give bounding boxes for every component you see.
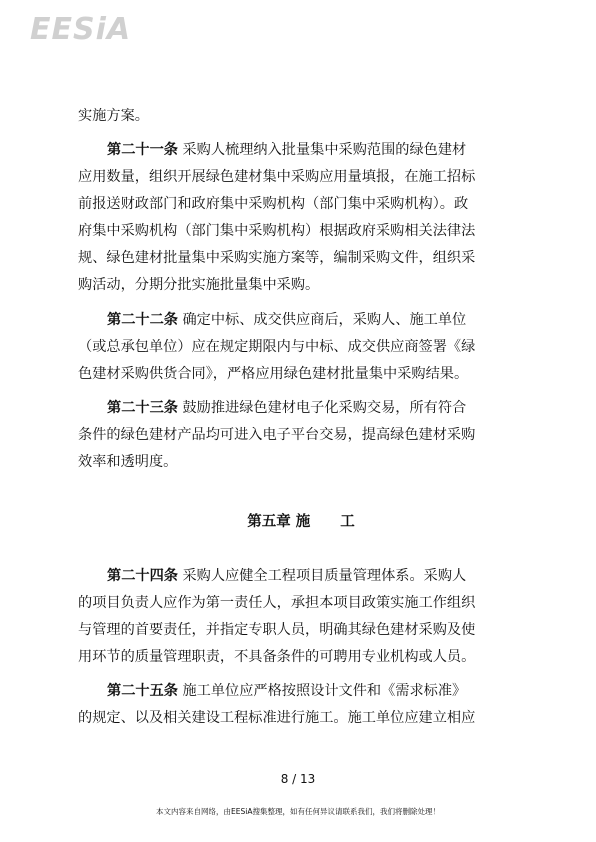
- article-25-line: [107, 681, 466, 701]
- paragraph-text: 鼓励推进绿色建材电子化采购交易，所有符合: [177, 400, 467, 416]
- page-number: 8 / 13: [280, 772, 316, 786]
- footer-disclaimer: 本文内容来自网络，由EESiA搜集整理，如有任何异议请联系我们，我们将删除处理！: [156, 807, 440, 816]
- paragraph-line: 条件的绿色建材产品均可进入电子平台交易，提高绿色建材采购: [78, 427, 476, 443]
- paragraph-line: （或总承包单位）应在规定期限内与中标、成交供应商签署《绿: [78, 339, 476, 355]
- paragraph-line: 用环节的质量管理职责，不具备条件的可聘用专业机构或人员。: [78, 649, 476, 665]
- paragraph-line: 的规定、以及相关建设工程标准进行施工。施工单位应建立相应: [78, 710, 476, 726]
- paragraph-line: 的项目负责人应作为第一责任人，承担本项目政策实施工作组织: [78, 595, 476, 611]
- paragraph-text: 确定中标、成交供应商后，采购人、施工单位: [177, 312, 467, 328]
- paragraph-line: 规、绿色建材批量集中采购实施方案等，编制采购文件，组织采: [78, 250, 476, 266]
- article-21-heading: 第二十一条: [107, 142, 178, 158]
- paragraph-text: 施工单位应严格按照设计文件和《需求标准》: [177, 683, 467, 699]
- article-24-heading: 第二十四条: [107, 568, 178, 584]
- paragraph-line: 实施方案。: [78, 108, 149, 124]
- article-25-heading: 第二十五条: [107, 683, 178, 699]
- article-22-line: [107, 310, 466, 330]
- paragraph-text: 采购人梳理纳入批量集中采购范围的绿色建材: [177, 142, 467, 158]
- paragraph-line: 与管理的首要责任，并指定专职人员，明确其绿色建材采购及使: [78, 622, 476, 638]
- paragraph-line: 前报送财政部门和政府集中采购机构（部门集中采购机构）。政: [78, 196, 469, 212]
- paragraph-line: 效率和透明度。: [78, 454, 178, 470]
- paragraph-line: 应用数量，组织开展绿色建材集中采购应用量填报，在施工招标: [78, 169, 476, 185]
- paragraph-line: 色建材采购供货合同》，严格应用绿色建材批量集中采购结果。: [78, 366, 469, 382]
- article-23-heading: 第二十三条: [107, 400, 178, 416]
- paragraph-line: 购活动，分期分批实施批量集中采购。: [78, 277, 320, 293]
- chapter-title-part: 第五章 施: [247, 514, 311, 530]
- chapter-heading: [78, 512, 524, 532]
- paragraph-line: 府集中采购机构（部门集中采购机构）根据政府采购相关法律法: [78, 223, 476, 239]
- article-21-line: [107, 140, 466, 160]
- eesia-logo: EESiA: [30, 12, 132, 47]
- article-24-line: [107, 566, 466, 586]
- paragraph-text: 采购人应健全工程项目质量管理体系。采购人: [177, 568, 467, 584]
- chapter-title-part: 工: [340, 514, 355, 530]
- article-22-heading: 第二十二条: [107, 312, 178, 328]
- article-23-line: [107, 398, 466, 418]
